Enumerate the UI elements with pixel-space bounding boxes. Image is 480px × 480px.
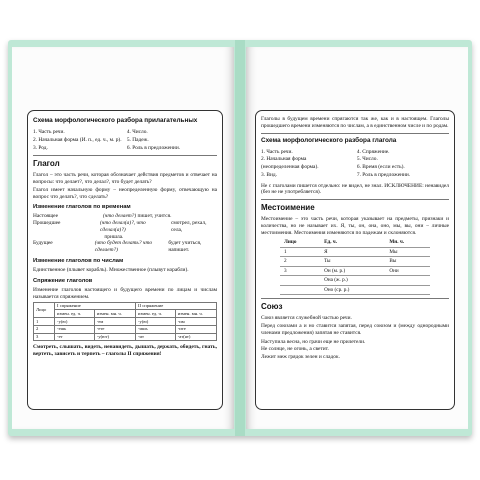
union-rule: Перед союзами а и но ставится запятая, перед союзом и (между однородными членами предложения) запятая не ставится.: [261, 323, 449, 336]
tense-title: Изменение глаголов по временам: [33, 204, 131, 211]
tense-row: Настоящее (что делает?) пишет, учится.: [33, 213, 172, 220]
divider: [261, 199, 449, 200]
left-page: [12, 47, 234, 429]
table-row: 3 Он (м. р.) Они: [280, 266, 430, 276]
verb-scheme-item: 7. Роль в предложении.: [356, 171, 411, 178]
adj-item: 5. Падеж.: [126, 136, 149, 143]
union-title: Союз: [261, 302, 283, 312]
table-row: 3 -ет -у(ют) -ит -ат(ят): [34, 333, 217, 341]
pronoun-table: [280, 238, 430, 295]
ne-rule: Не с глаголами пишется отдельно: не видел, не знал. ИСКЛЮЧЕНИЕ: ненавидел (без не не употребляется).: [261, 182, 449, 196]
adj-item: 4. Число.: [126, 129, 148, 135]
number-text: Единственное (плывет кораблъ). Множественное (плывут корабли).: [33, 267, 189, 274]
adj-scheme-list: [33, 128, 217, 152]
left-rules-frame: [27, 110, 223, 410]
union-example: Наступила весна, но грачи еще не прилетели.: [261, 338, 366, 345]
right-rules-frame: [255, 110, 455, 410]
conjugation-text: Изменение глаголов настоящего и будущего времени по лицам и числам называется спряжением.: [33, 287, 217, 300]
adj-item: 2. Начальная форма (И. п., ед. ч., м. р).: [33, 136, 122, 143]
table-row: Оно (ср. р.): [280, 285, 430, 295]
conjugation-note: Смотреть, слышать, видеть, ненавидеть, дышать, держать, обидеть, гнать, вертеть, зависеть и терпеть – глаголы II спряжения!: [33, 344, 217, 358]
tense-row: Будущее (что будет делать? что сделает?) будет учиться, напишет.: [33, 240, 202, 254]
verb-scheme-item: 4. Спряжение.: [356, 148, 390, 155]
verb-scheme-item: 1. Часть речи.: [261, 148, 293, 155]
right-page: [246, 47, 468, 429]
verb-scheme-item: 2. Начальная форма: [261, 156, 307, 163]
table-row: 2 Ты Вы: [280, 257, 430, 267]
table-row: Она (ж. р.): [280, 276, 430, 286]
adj-item: 3. Род.: [33, 144, 48, 151]
union-text: Союз является служебной частью речи.: [261, 315, 352, 322]
table-row: измен. ед. ч. измен. мн. ч. измен. ед. ч. измен. мн. ч.: [34, 310, 217, 318]
verb-scheme-item: 6. Время (если есть).: [356, 164, 405, 170]
adj-item: 6. Роль в предложении.: [126, 144, 181, 151]
verb-scheme-item: 3. Вид.: [261, 171, 277, 178]
table-row: Лицо I спряжение II спряжение: [34, 302, 217, 310]
divider: [261, 133, 449, 134]
verb-scheme-title: Схема морфологического разбора глагола: [261, 136, 397, 144]
pronoun-title: Местоимение: [261, 203, 315, 212]
table-row: 1 -у(ю) -ем -у(ю) -им: [34, 318, 217, 326]
divider: [33, 155, 217, 156]
conjugation-table: [33, 302, 217, 342]
table-row: 2 -ешь -ете -ишь -ите: [34, 325, 217, 333]
verb-scheme-list: [261, 148, 449, 180]
verb-infinitive: Глагол имеет начальную форму – неопределенную форму, отвечающую на вопрос что делать?, что сделать?: [33, 186, 217, 200]
verb-title: Глагол: [33, 159, 60, 169]
table-row: Лицо Ед. ч. Мн. ч.: [280, 238, 430, 247]
conjugation-title: Спряжение глаголов: [33, 277, 93, 284]
verb-scheme-item: 5. Число.: [356, 156, 378, 163]
divider: [261, 298, 449, 299]
tense-row: пришла.: [104, 233, 124, 240]
table-row: 1 Я Мы: [280, 247, 430, 257]
adj-scheme-title: Схема морфологического разбора прилагательных: [33, 117, 198, 124]
book-spine: [235, 40, 245, 436]
tense-row: Прошедшее (что делал(а)?, что сделал(а)?) смотрел, рехал, села,: [33, 220, 207, 233]
verb-scheme-item: (неопределенная форма).: [261, 164, 319, 170]
union-example: Лежит меж грядок зелен и сладок.: [261, 354, 340, 360]
union-example: Не солнце, не огонь, а светит.: [261, 346, 329, 353]
pronoun-definition: Местоимение – это часть речи, которая указывает на предметы, признаки и количества, но не называет их. Я, ты, он, она, оно, мы, вы, они – личные местоимения. Местоимения изменяются по падежам и склоняются.: [261, 216, 449, 236]
number-title: Изменение глаголов по числам: [33, 257, 124, 264]
verb-definition: Глагол – это часть речи, которая обозначает действия предметов и отвечает на вопросы: что делает?, что делал?, что будет делать?: [33, 172, 217, 185]
future-tense-text: Глаголы в будущем времени спрягаются так же, как и в настоящем. Глаголы прошедшего времени изменяются по числам, а в единственном числе и по родам.: [261, 116, 449, 129]
adj-item: 1. Часть речи.: [33, 129, 65, 135]
